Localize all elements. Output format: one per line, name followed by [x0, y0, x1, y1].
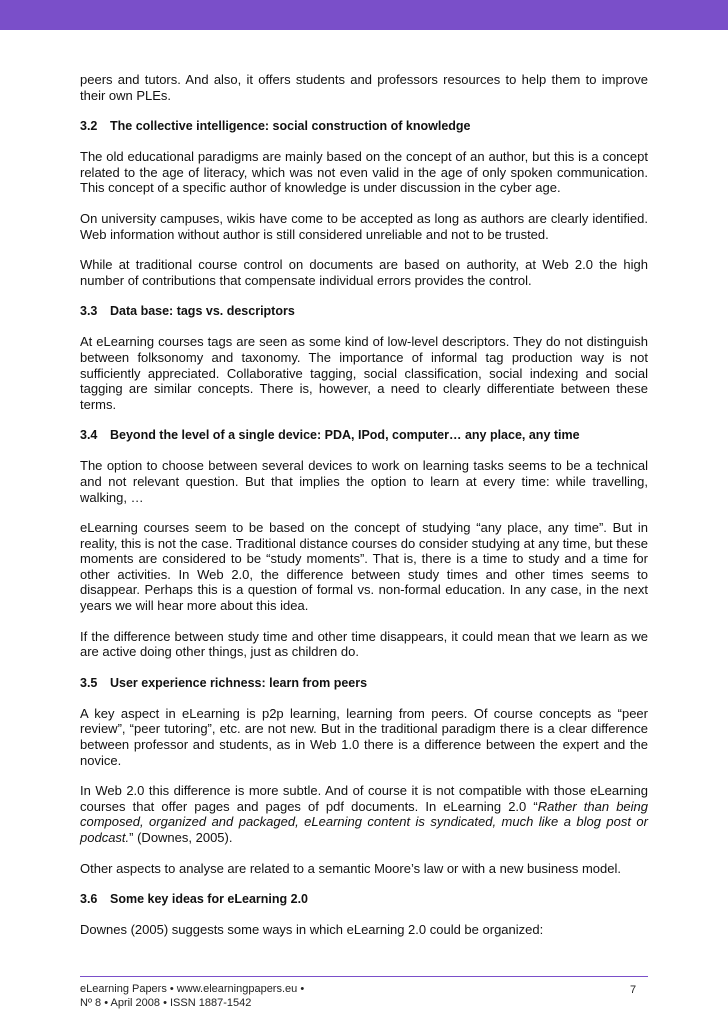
paragraph: A key aspect in eLearning is p2p learning, learning from peers. Of course concepts as “peer review”, “peer tutoring”, etc. are not new. But in the traditional paradigm there is a clear difference between professor and students, as in Web 1.0 there is a difference between the expert and the novice.: [80, 705, 648, 768]
paragraph: If the difference between study time and other time disappears, it could mean that we learn as we are active doing other things, just as children do.: [80, 628, 648, 660]
section-heading-3-6: [80, 891, 648, 907]
paragraph: eLearning courses seem to be based on the concept of studying “any place, any time”. But in reality, this is not the case. Traditional distance courses do consider studying at any time, but these moments are considered to be “study moments”. That is, there is a time to study and a time for other activities. In Web 2.0, the difference between study times and other times seems to disappear. Perhaps this is a question of formal vs. non-formal education. In any case, in the next years we will hear more about this idea.: [80, 520, 648, 614]
paragraph: Other aspects to analyse are related to a semantic Moore’s law or with a new business model.: [80, 860, 621, 876]
paragraph: peers and tutors. And also, it offers students and professors resources to help them to improve their own PLEs.: [80, 72, 648, 103]
header-band: [0, 0, 728, 30]
section-heading-3-4: [80, 427, 648, 443]
footer-line-1: eLearning Papers • www.elearningpapers.eu •: [80, 983, 305, 995]
section-title: Data base: tags vs. descriptors: [110, 304, 295, 319]
citation: ” (Downes, 2005).: [129, 830, 233, 845]
section-title: Beyond the level of a single device: PDA, IPod, computer… any place, any time: [110, 428, 580, 443]
paragraph: While at traditional course control on documents are based on authority, at Web 2.0 the high number of contributions that compensate individual errors provides the control.: [80, 257, 648, 288]
paragraph: The old educational paradigms are mainly based on the concept of an author, but this is a concept related to the age of literacy, which was not even valid in the age of only spoken communication. This concept of a specific author of knowledge is under discussion in the cyber age.: [80, 149, 648, 196]
section-heading-3-2: [80, 118, 648, 134]
page-body: [80, 72, 648, 953]
quote: Rather than being composed, organized and packaged, eLearning content is syndicated, much like a blog post or podcast.: [80, 798, 648, 845]
paragraph: On university campuses, wikis have come to be accepted as long as authors are clearly identified. Web information without author is still considered unreliable and not to be trusted.: [80, 210, 648, 242]
section-number: 3.3: [80, 304, 98, 319]
paragraph: Downes (2005) suggests some ways in which eLearning 2.0 could be organized:: [80, 922, 544, 938]
section-number: 3.4: [80, 428, 98, 443]
page-number: 7: [630, 984, 637, 996]
section-number: 3.6: [80, 892, 98, 907]
section-heading-3-5: [80, 675, 648, 691]
paragraph: The option to choose between several devices to work on learning tasks seems to be a technical and not relevant question. But that implies the option to learn at every time: while travelling, walking, …: [80, 458, 648, 505]
text: In Web 2.0 this difference is more subtle. And of course it is not compatible with those eLearning courses that offer pages and pages of pdf documents. In eLearning 2.0 “: [80, 783, 648, 814]
section-heading-3-3: [80, 303, 648, 319]
footer-line-2: Nº 8 • April 2008 • ISSN 1887-1542: [80, 997, 252, 1009]
section-number: 3.2: [80, 119, 98, 134]
section-number: 3.5: [80, 675, 98, 690]
section-title: The collective intelligence: social construction of knowledge: [110, 119, 471, 134]
section-title: User experience richness: learn from peers: [110, 675, 368, 690]
footer-info: [80, 982, 304, 1010]
paragraph-with-quote: [80, 783, 648, 845]
paragraph: At eLearning courses tags are seen as some kind of low-level descriptors. They do not distinguish between folksonomy and taxonomy. The importance of informal tag production way is not sufficiently appreciated. Collaborative tagging, social classification, social indexing and social tagging are similar concepts. There is, however, a need to clearly differentiate between these terms.: [80, 334, 648, 412]
section-title: Some key ideas for eLearning 2.0: [110, 892, 308, 907]
footer-divider: [80, 976, 648, 977]
